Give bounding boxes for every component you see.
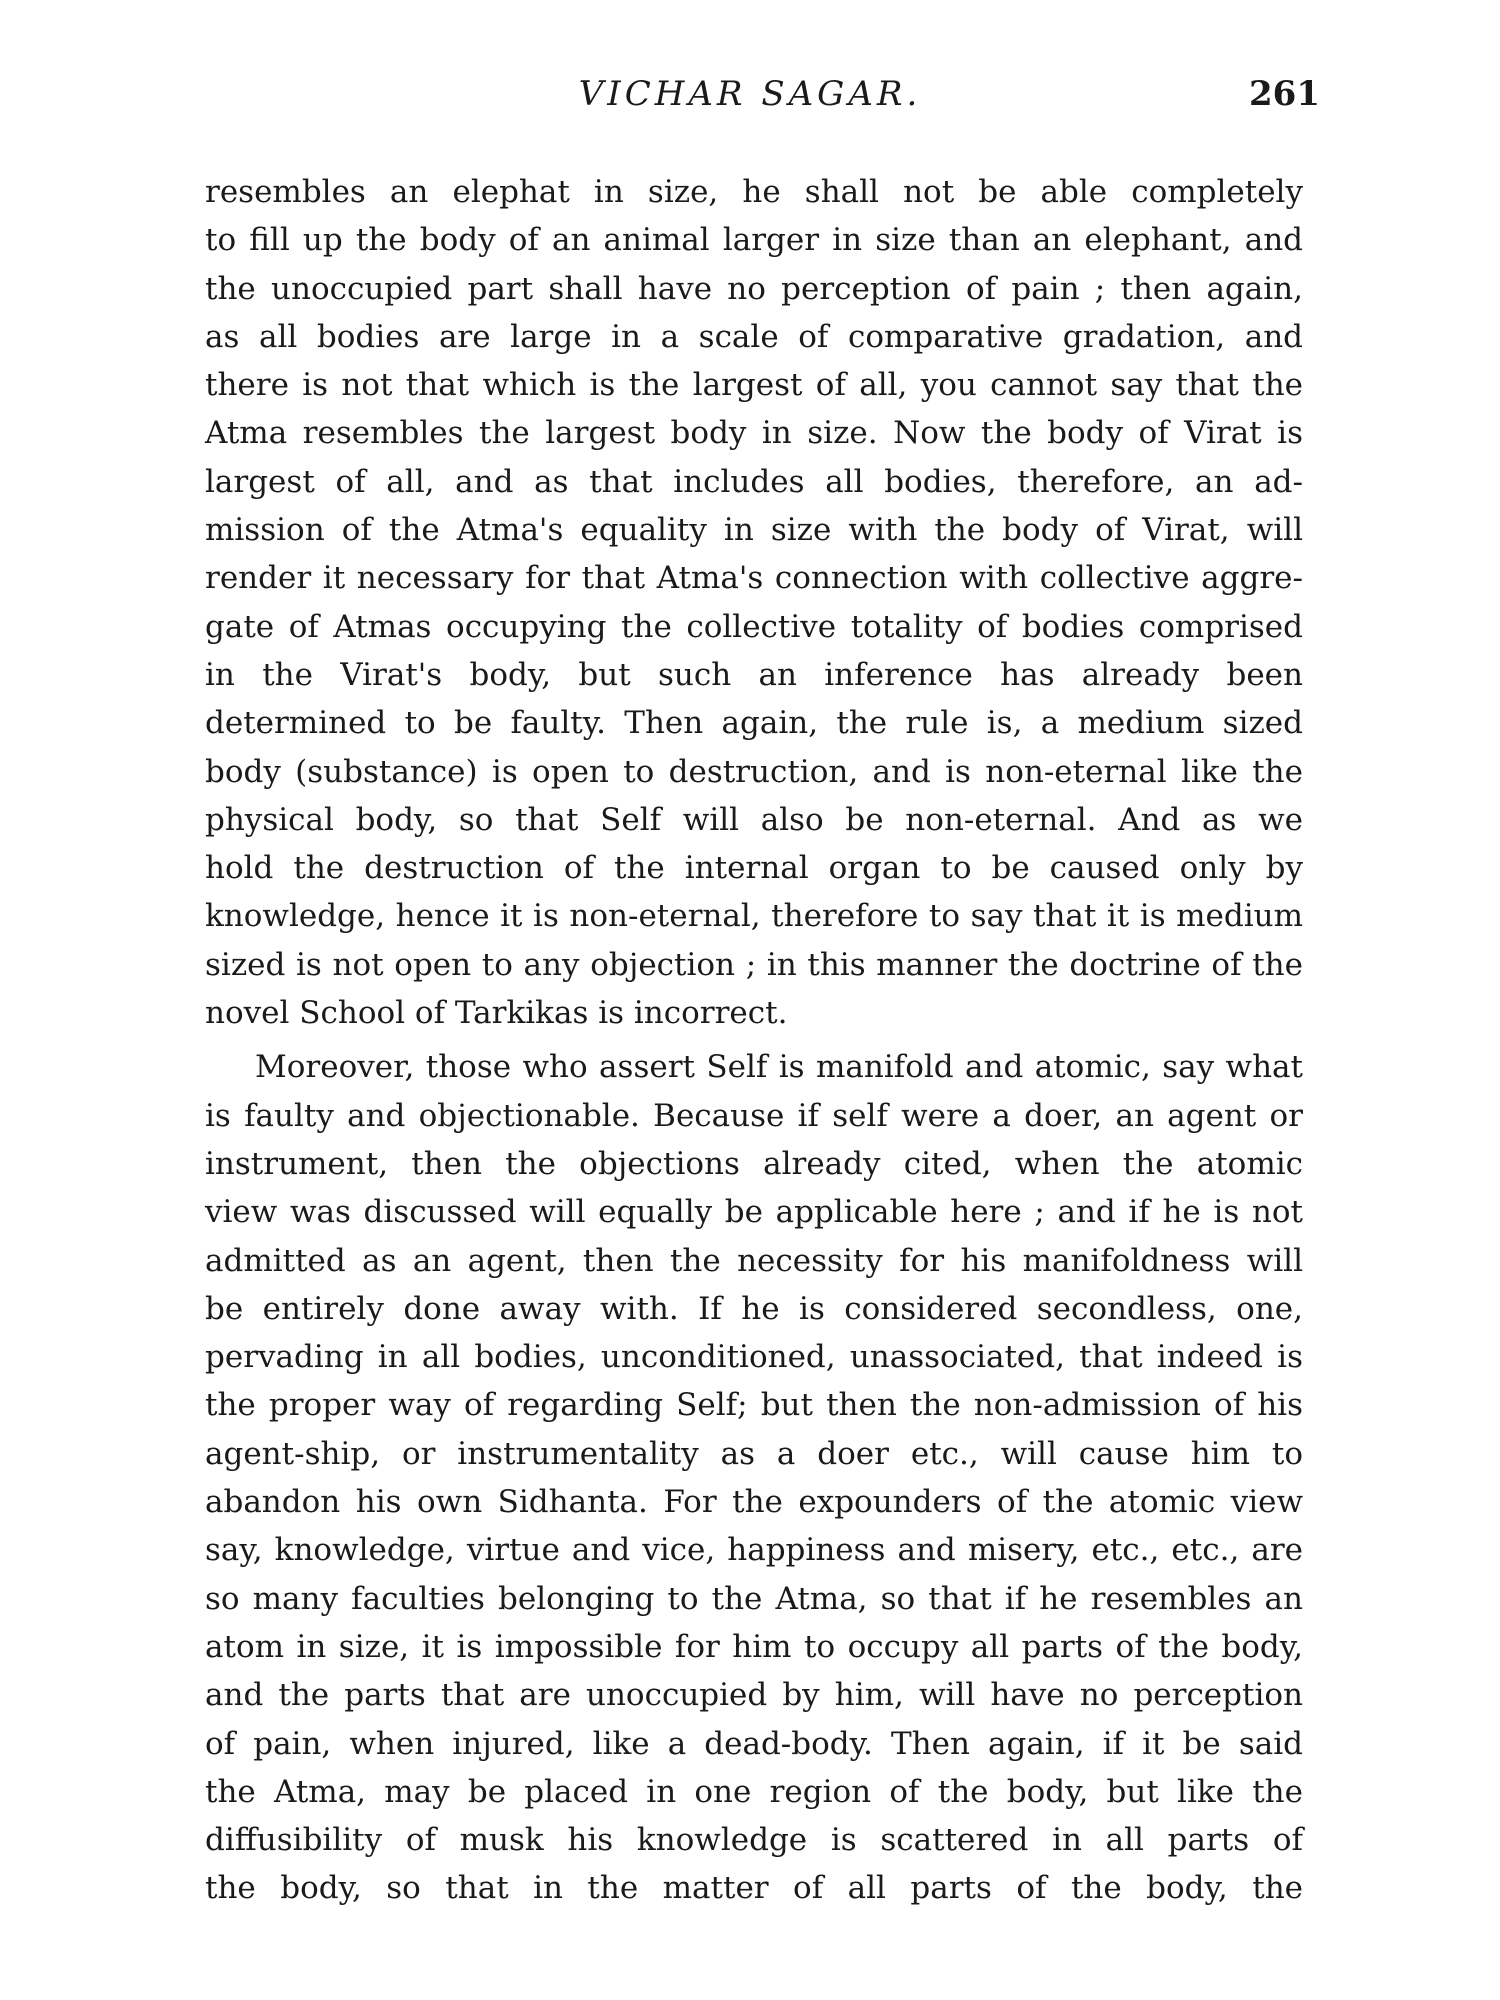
text-line: physical body, so that Self will also be non-eternal. And as we xyxy=(205,801,1303,838)
text-line: agent-ship, or instrumentality as a doer etc., will cause him to xyxy=(205,1435,1303,1472)
body-text xyxy=(205,168,1303,1913)
text-line: of pain, when injured, like a dead-body. Then again, if it be said xyxy=(205,1725,1303,1762)
text-line: hold the destruction of the internal organ to be caused only by xyxy=(205,850,1303,887)
text-line: there is not that which is the largest of all, you cannot say that the xyxy=(205,367,1303,404)
text-line: sized is not open to any objection ; in this manner the doctrine of the xyxy=(205,946,1303,983)
text-line: admitted as an agent, then the necessity for his manifoldness will xyxy=(205,1242,1303,1279)
text-line: largest of all, and as that includes all bodies, therefore, an ad- xyxy=(205,463,1303,500)
text-line: say, knowledge, virtue and vice, happiness and misery, etc., etc., are xyxy=(205,1532,1303,1569)
text-line: the body, so that in the matter of all parts of the body, the xyxy=(205,1870,1303,1907)
text-line: mission of the Atma's equality in size with the body of Virat, will xyxy=(205,512,1303,549)
text-line: the proper way of regarding Self; but then the non-admission of his xyxy=(205,1387,1303,1424)
text-line: view was discussed will equally be applicable here ; and if he is not xyxy=(205,1194,1303,1231)
text-line: diffusibility of musk his knowledge is scattered in all parts of xyxy=(205,1822,1303,1859)
text-line: novel School of Tarkikas is incorrect. xyxy=(205,995,788,1032)
text-line: to fill up the body of an animal larger in size than an elephant, and xyxy=(205,222,1303,259)
text-line: knowledge, hence it is non-eternal, therefore to say that it is medium xyxy=(205,898,1303,935)
text-line: in the Virat's body, but such an inference has already been xyxy=(205,656,1303,693)
text-line: render it necessary for that Atma's connection with collective aggre- xyxy=(205,560,1303,597)
text-line: Moreover, those who assert Self is manifold and atomic, say what xyxy=(255,1049,1303,1086)
running-header xyxy=(0,74,1500,124)
text-line: so many faculties belonging to the Atma, so that if he resembles an xyxy=(205,1580,1303,1617)
text-line: the Atma, may be placed in one region of the body, but like the xyxy=(205,1773,1303,1810)
running-title: VICHAR SAGAR. xyxy=(578,74,922,114)
paragraph-1 xyxy=(205,168,1303,1037)
text-line: abandon his own Sidhanta. For the expounders of the atomic view xyxy=(205,1484,1303,1521)
text-line: be entirely done away with. If he is considered secondless, one, xyxy=(205,1290,1303,1327)
text-line: instrument, then the objections already cited, when the atomic xyxy=(205,1145,1303,1182)
text-line: gate of Atmas occupying the collective totality of bodies comprised xyxy=(205,608,1303,645)
page-number: 261 xyxy=(1249,74,1320,114)
text-line: determined to be faulty. Then again, the rule is, a medium sized xyxy=(205,705,1303,742)
text-line: the unoccupied part shall have no perception of pain ; then again, xyxy=(205,270,1303,307)
text-line: pervading in all bodies, unconditioned, unassociated, that indeed is xyxy=(205,1339,1303,1376)
text-line: is faulty and objectionable. Because if self were a doer, an agent or xyxy=(205,1097,1303,1134)
text-line: Atma resembles the largest body in size. Now the body of Virat is xyxy=(205,415,1303,452)
text-line: resembles an elephat in size, he shall not be able completely xyxy=(205,174,1303,210)
text-line: body (substance) is open to destruction, and is non-eternal like the xyxy=(205,753,1303,790)
text-line: and the parts that are unoccupied by him, will have no perception xyxy=(205,1677,1303,1714)
paragraph-2 xyxy=(205,1043,1303,1912)
text-line: atom in size, it is impossible for him to occupy all parts of the body, xyxy=(205,1628,1303,1665)
text-line: as all bodies are large in a scale of comparative gradation, and xyxy=(205,318,1303,355)
